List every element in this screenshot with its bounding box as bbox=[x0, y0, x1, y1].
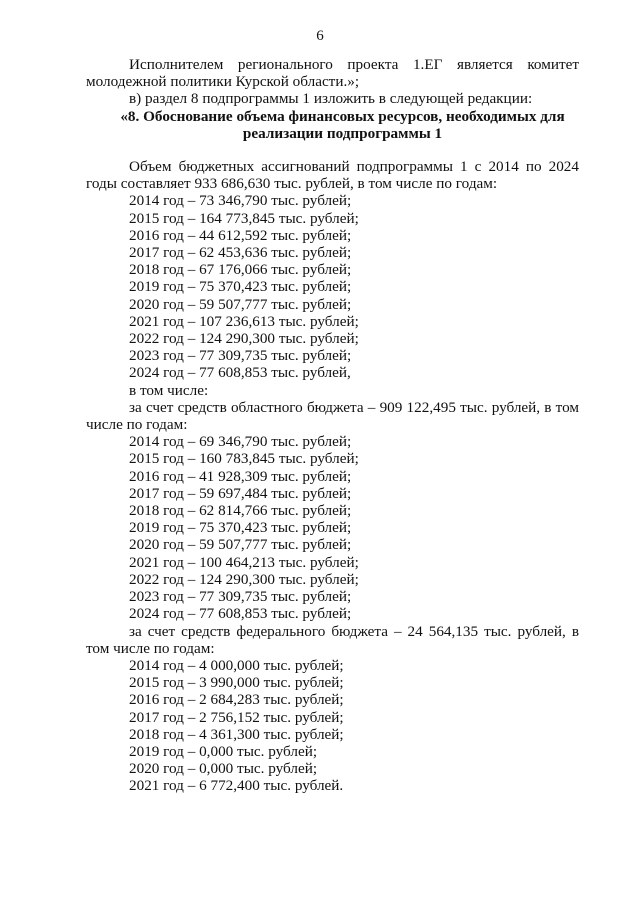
total-year-line: 2020 год – 59 507,777 тыс. рублей; bbox=[129, 295, 352, 313]
federal-year-line: 2014 год – 4 000,000 тыс. рублей; bbox=[129, 656, 344, 674]
regional-year-line: 2019 год – 75 370,423 тыс. рублей; bbox=[129, 519, 352, 537]
total-year-line: 2023 год – 77 309,735 тыс. рублей; bbox=[129, 347, 352, 365]
regional-budget-paragraph: за счет средств областного бюджета – 909 122,495 тыс. рублей, в том числе по годам: bbox=[86, 398, 579, 434]
regional-year-list bbox=[86, 433, 579, 622]
total-year-line: 2022 год – 124 290,300 тыс. рублей; bbox=[129, 330, 359, 348]
instruction-paragraph: в) раздел 8 подпрограммы 1 изложить в следующей редакции: bbox=[129, 90, 533, 108]
regional-year-line: 2020 год – 59 507,777 тыс. рублей; bbox=[129, 536, 352, 554]
federal-year-line: 2018 год – 4 361,300 тыс. рублей; bbox=[129, 725, 344, 743]
regional-year-line: 2016 год – 41 928,309 тыс. рублей; bbox=[129, 467, 352, 485]
regional-year-line: 2023 год – 77 309,735 тыс. рублей; bbox=[129, 588, 352, 606]
federal-year-line: 2019 год – 0,000 тыс. рублей; bbox=[129, 742, 318, 760]
total-paragraph: Объем бюджетных ассигнований подпрограммы 1 с 2014 по 2024 годы составляет 933 686,630 тыс. рублей, в том числе по годам: bbox=[86, 158, 579, 193]
total-year-line: 2017 год – 62 453,636 тыс. рублей; bbox=[129, 244, 352, 262]
federal-year-line: 2016 год – 2 684,283 тыс. рублей; bbox=[129, 691, 344, 709]
section-title: «8. Обоснование объема финансовых ресурсов, необходимых для реализации подпрограммы 1 bbox=[120, 107, 565, 142]
federal-year-line: 2015 год – 3 990,000 тыс. рублей; bbox=[129, 674, 344, 692]
page-number: 6 bbox=[316, 28, 324, 44]
document-body bbox=[86, 56, 579, 795]
federal-budget-paragraph: за счет средств федерального бюджета – 24 564,135 тыс. рублей, в том числе по годам: bbox=[86, 622, 579, 657]
federal-year-line: 2021 год – 6 772,400 тыс. рублей. bbox=[129, 777, 344, 795]
regional-year-line: 2022 год – 124 290,300 тыс. рублей; bbox=[129, 570, 359, 588]
regional-year-line: 2024 год – 77 608,853 тыс. рублей; bbox=[129, 605, 352, 623]
total-year-line: 2015 год – 164 773,845 тыс. рублей; bbox=[129, 209, 359, 227]
total-year-line: 2016 год – 44 612,592 тыс. рублей; bbox=[129, 226, 352, 244]
federal-year-line: 2020 год – 0,000 тыс. рублей; bbox=[129, 760, 318, 778]
total-year-line: 2019 год – 75 370,423 тыс. рублей; bbox=[129, 278, 352, 296]
federal-year-line: 2017 год – 2 756,152 тыс. рублей; bbox=[129, 708, 344, 726]
executor-paragraph: Исполнителем регионального проекта 1.ЕГ является комитет молодежной политики Курской области.»; bbox=[86, 56, 579, 91]
regional-year-line: 2021 год – 100 464,213 тыс. рублей; bbox=[129, 553, 359, 571]
including-label: в том числе: bbox=[129, 381, 209, 399]
total-year-line: 2024 год – 77 608,853 тыс. рублей, bbox=[129, 364, 351, 382]
total-year-line: 2018 год – 67 176,066 тыс. рублей; bbox=[129, 261, 352, 279]
regional-year-line: 2015 год – 160 783,845 тыс. рублей; bbox=[129, 450, 359, 468]
regional-year-line: 2018 год – 62 814,766 тыс. рублей; bbox=[129, 502, 352, 520]
regional-year-line: 2017 год – 59 697,484 тыс. рублей; bbox=[129, 484, 352, 502]
total-year-line: 2014 год – 73 346,790 тыс. рублей; bbox=[129, 192, 352, 210]
regional-year-line: 2014 год – 69 346,790 тыс. рублей; bbox=[129, 433, 352, 451]
total-year-list bbox=[86, 192, 579, 381]
total-year-line: 2021 год – 107 236,613 тыс. рублей; bbox=[129, 312, 359, 330]
federal-year-list bbox=[86, 657, 579, 795]
spacer bbox=[86, 142, 579, 158]
